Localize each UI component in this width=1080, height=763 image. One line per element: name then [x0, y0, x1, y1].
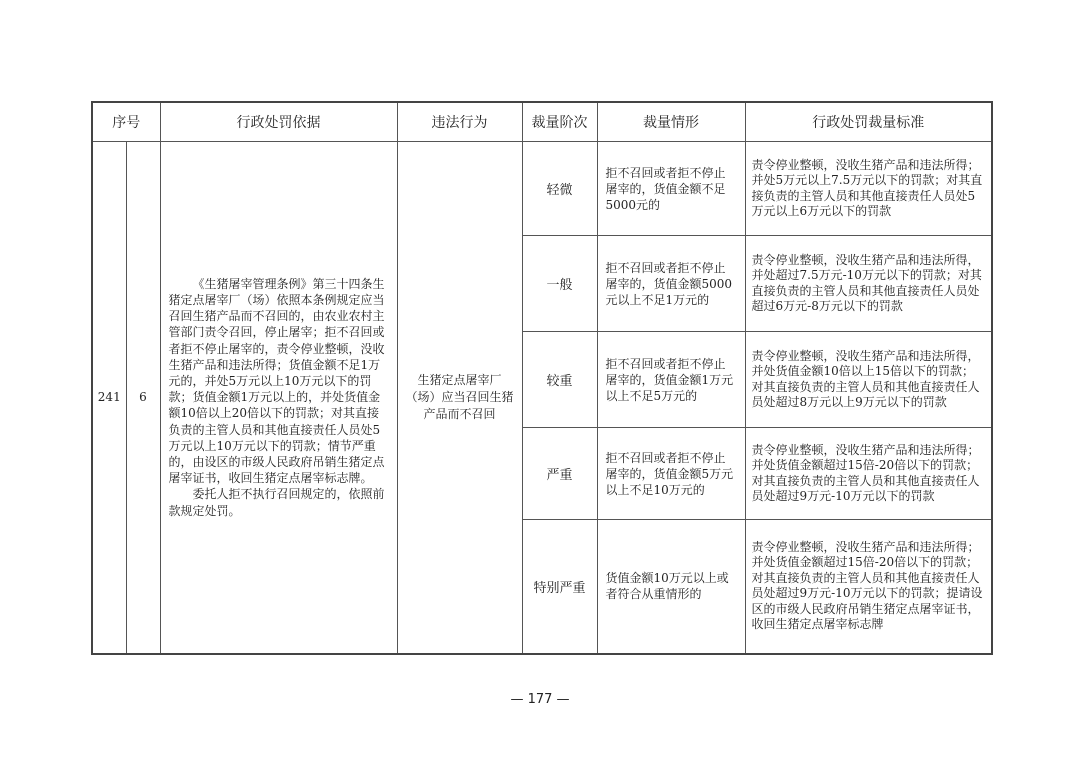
situation-cell: 拒不召回或者拒不停止屠宰的，货值金额5万元以上不足10万元的	[597, 428, 745, 520]
header-standard: 行政处罚裁量标准	[745, 102, 992, 142]
basis-paragraph-2: 委托人拒不执行召回规定的，依照前款规定处罚。	[168, 487, 385, 518]
standard-cell: 责令停业整顿，没收生猪产品和违法所得，并处货值金额10倍以上15倍以下的罚款；对其直接负责的主管人员和其他直接责任人员处超过8万元以上9万元以下的罚款	[745, 332, 992, 428]
situation-cell: 拒不召回或者拒不停止屠宰的，货值金额1万元以上不足5万元的	[597, 332, 745, 428]
penalty-basis-cell	[160, 142, 397, 654]
header-level: 裁量阶次	[522, 102, 597, 142]
standard-cell: 责令停业整顿，没收生猪产品和违法所得，并处超过7.5万元-10万元以下的罚款；对其直接负责的主管人员和其他直接责任人员处超过6万元-8万元以下的罚款	[745, 236, 992, 332]
situation-cell: 货值金额10万元以上或者符合从重情形的	[597, 520, 745, 654]
level-cell: 一般	[522, 236, 597, 332]
level-cell: 特别严重	[522, 520, 597, 654]
violation-cell: 生猪定点屠宰厂（场）应当召回生猪产品而不召回	[397, 142, 522, 654]
header-basis: 行政处罚依据	[160, 102, 397, 142]
header-violation: 违法行为	[397, 102, 522, 142]
situation-cell: 拒不召回或者拒不停止屠宰的，货值金额5000元以上不足1万元的	[597, 236, 745, 332]
level-cell: 较重	[522, 332, 597, 428]
standard-cell: 责令停业整顿，没收生猪产品和违法所得；并处货值金额超过15倍-20倍以下的罚款；对其直接负责的主管人员和其他直接责任人员处超过9万元-10万元以下的罚款；提请设区的市级人民政府吊销生猪定点屠宰证书，收回生猪定点屠宰标志牌	[745, 520, 992, 654]
sub-seq-number: 6	[126, 142, 160, 654]
header-row	[92, 102, 992, 142]
header-no: 序号	[92, 102, 160, 142]
standard-cell: 责令停业整顿，没收生猪产品和违法所得；并处5万元以上7.5万元以下的罚款；对其直接负责的主管人员和其他直接责任人员处5万元以上6万元以下的罚款	[745, 142, 992, 236]
penalty-table	[91, 101, 993, 655]
basis-paragraph-1: 《生猪屠宰管理条例》第三十四条生猪定点屠宰厂（场）依照本条例规定应当召回生猪产品而不召回的，由农业农村主管部门责令召回，停止屠宰；拒不召回或者拒不停止屠宰的，责令停业整顿，没收生猪产品和违法所得；货值金额不足1万元的，并处5万元以上10万元以下的罚款；货值金额1万元以上的，并处货值金额10倍以上20倍以下的罚款；对其直接负责的主管人员和其他直接责任人员处5万元以上10万元以下的罚款；情节严重的，由设区的市级人民政府吊销生猪定点屠宰证书，收回生猪定点屠宰标志牌。	[168, 276, 385, 486]
page-number: — 177 —	[510, 692, 570, 707]
table-row	[92, 142, 992, 236]
level-cell: 严重	[522, 428, 597, 520]
standard-cell: 责令停业整顿，没收生猪产品和违法所得；并处货值金额超过15倍-20倍以下的罚款；对其直接负责的主管人员和其他直接责任人员处超过9万元-10万元以下的罚款	[745, 428, 992, 520]
situation-cell: 拒不召回或者拒不停止屠宰的，货值金额不足5000元的	[597, 142, 745, 236]
seq-number: 241	[92, 142, 126, 654]
header-situation: 裁量情形	[597, 102, 745, 142]
level-cell: 轻微	[522, 142, 597, 236]
